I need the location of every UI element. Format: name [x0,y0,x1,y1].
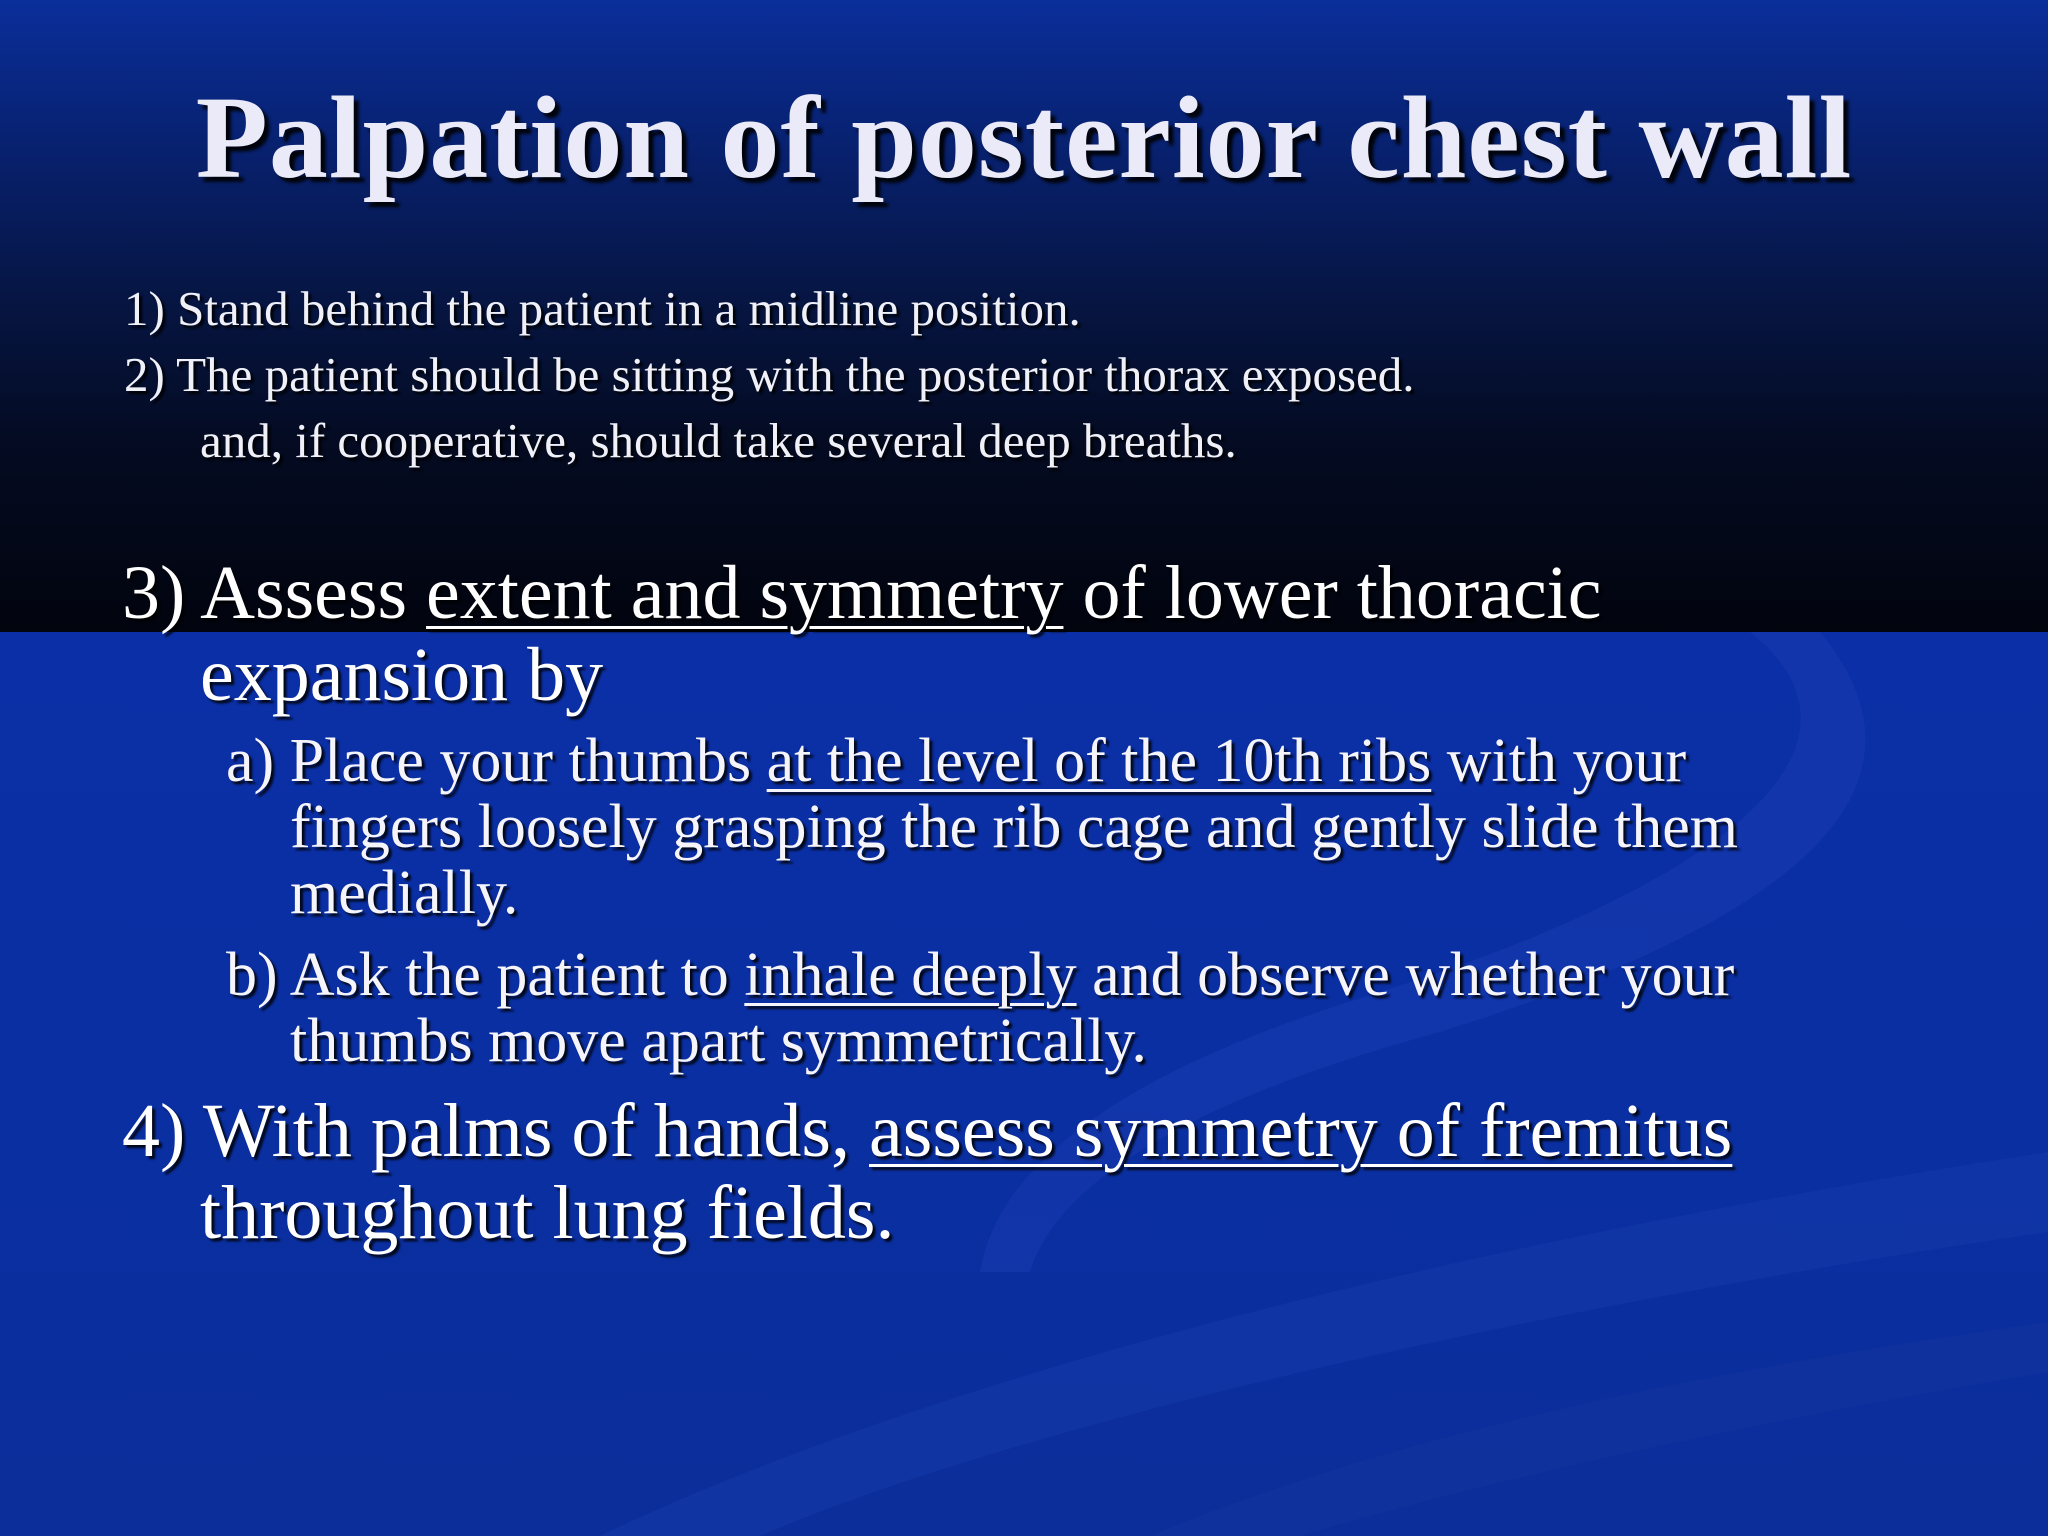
step-3-line-2: expansion by [200,633,604,717]
step-3a-suffix: with your [1431,727,1687,795]
step-3b-line-1 [226,940,1734,1011]
step-2-line-2: and, if cooperative, should take several deep breaths. [200,413,1237,468]
step-3a-prefix: a) Place your thumbs [226,727,767,795]
step-3-emphasis: extent and symmetry [426,551,1064,635]
step-1: 1) Stand behind the patient in a midline position. [124,281,1081,336]
step-3a-line-3: medially. [290,859,519,927]
step-3a-line-1 [226,726,1686,797]
step-4-emphasis: assess symmetry of fremitus [869,1089,1733,1173]
step-3b-line-2: thumbs move apart symmetrically. [290,1007,1147,1075]
step-4-prefix: 4) With palms of hands, [122,1089,870,1173]
step-2-line-1: 2) The patient should be sitting with the posterior thorax exposed. [124,347,1415,402]
step-3b-emphasis: inhale deeply [744,941,1077,1009]
step-3b-prefix: b) Ask the patient to [226,941,745,1009]
page-title: Palpation of posterior chest wall [195,72,1853,203]
step-3a-line-2: fingers loosely grasping the rib cage and gently slide them [290,793,1739,861]
step-3b-suffix: and observe whether your [1076,941,1735,1009]
step-3-line-1 [122,550,1602,637]
step-4-line-1 [122,1088,1732,1175]
step-3a-emphasis: at the level of the 10th ribs [766,727,1432,795]
step-3-suffix: of lower thoracic [1063,551,1602,635]
step-4-line-2: throughout lung fields. [200,1171,895,1255]
step-3-prefix: 3) Assess [122,551,427,635]
